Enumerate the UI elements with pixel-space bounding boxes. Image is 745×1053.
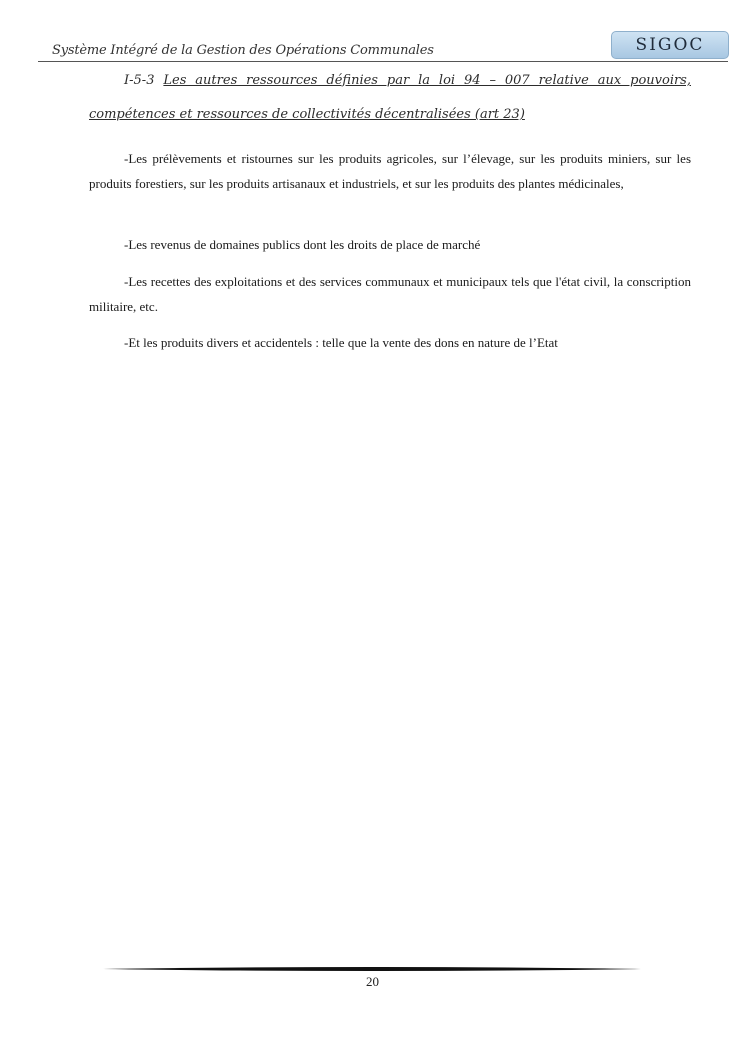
section-heading: [89, 64, 691, 132]
sigoc-logo: SIGOC: [611, 31, 729, 59]
page-number: 20: [366, 974, 379, 989]
header-title: Système Intégré de la Gestion des Opérations Communales: [52, 43, 434, 58]
footer-divider: [103, 966, 641, 972]
header-divider: [38, 61, 728, 62]
paragraph-produits-divers: -Et les produits divers et accidentels : telle que la vente des dons en nature de l’Etat: [124, 335, 558, 350]
paragraph-prelevements: -Les prélèvements et ristournes sur les produits agricoles, sur l’élevage, sur les produits miniers, sur les produits forestiers, sur les produits artisanaux et industriels, et sur les produits des plantes médicinales,: [89, 151, 691, 191]
paragraph-revenus-domaines: -Les revenus de domaines publics dont les droits de place de marché: [124, 237, 481, 252]
paragraph-recettes-exploitations: -Les recettes des exploitations et des services communaux et municipaux tels que l'état civil, la conscription militaire, etc.: [89, 274, 691, 314]
section-title: Les autres ressources définies par la loi 94 – 007 relative aux pouvoirs, compétences et ressources de collectivités décentralisées (art 23): [89, 73, 691, 122]
section-number: I-5-3: [124, 73, 155, 88]
